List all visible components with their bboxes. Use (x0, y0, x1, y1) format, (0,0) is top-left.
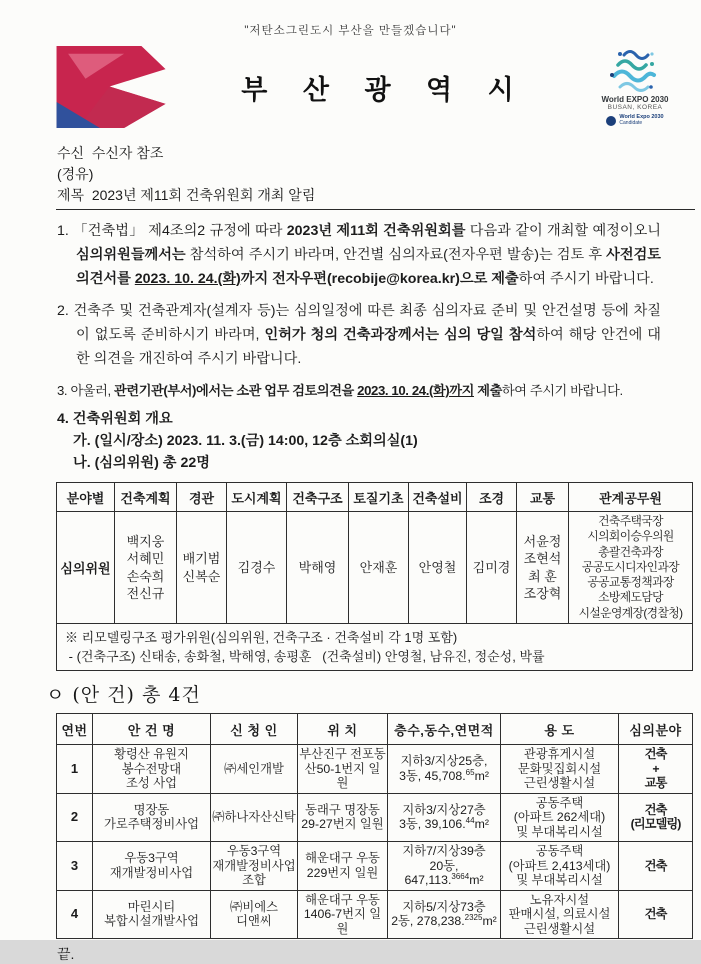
cell-line: 229번지 일원 (306, 865, 379, 880)
cell-line: 시설운영계장(경찰청) (578, 605, 683, 620)
letterhead (56, 44, 683, 130)
committee-col-header: 건축설비 (409, 483, 467, 512)
area-value-part: m² (469, 873, 484, 888)
cell-line: 근린생활시설 (523, 921, 596, 936)
committee-members-cell (227, 512, 287, 624)
agenda-cell-number: 4 (57, 890, 93, 939)
committee-col-header: 도시계획 (227, 483, 287, 512)
cell-line: 건축 (644, 747, 667, 762)
agenda-cell-spec (388, 890, 501, 939)
area-value-part: m² (482, 914, 497, 929)
agenda-col-header: 심의분야 (619, 714, 693, 745)
agenda-cell-review-field (619, 890, 693, 939)
cell-line: 서혜민 (126, 551, 165, 567)
cell-line: 산50-1번지 일원 (304, 761, 381, 791)
expo-title: World EXPO 2030 (601, 95, 669, 104)
agenda-col-header: 안 건 명 (93, 714, 211, 745)
agenda-cell-location (298, 842, 388, 891)
remodeling-note (57, 624, 693, 671)
agenda-cell-number: 2 (57, 793, 93, 842)
committee-col-header: 건축계획 (115, 483, 177, 512)
cell-line: 최 훈 (528, 568, 557, 584)
agenda-col-header: 용 도 (501, 714, 619, 745)
cell-line: + (652, 761, 659, 776)
document-subject: 제목 2023년 제11회 건축위원회 개최 알림 (57, 187, 316, 203)
cell-line: ㈜비에스 (230, 899, 278, 914)
area-value-part: 2325 (464, 913, 483, 923)
cell-line: (아파트 2,413세대) (508, 858, 611, 873)
text-segment: 2. 건축주 및 건축관계자(설계자 등)는 심의일정에 따른 최종 심의자료 준비 및 안건설명 등에 차질이 없도록 준비하시기 바라며, (57, 303, 661, 343)
cell-line: 및 부대복리시설 (516, 824, 603, 839)
cell-line: 노유자시설 (529, 892, 590, 907)
text-segment: 인허가 청의 건축과장께서는 심의 당일 참석 (264, 327, 537, 343)
agenda-row (57, 842, 693, 891)
text-segment: 심의위원들께서는 (76, 247, 186, 263)
cell-line: 건축 (644, 858, 667, 873)
recipient-via: (경유) (57, 166, 94, 182)
cell-line: 안재훈 (359, 559, 398, 575)
cell-line: 명장동 (133, 802, 170, 817)
cell-line: 손숙희 (126, 568, 165, 584)
committee-col-header: 토질기초 (349, 483, 409, 512)
committee-members-cell (287, 512, 349, 624)
agenda-col-header: 층수,동수,연면적 (388, 714, 501, 745)
section-4-item-datetime: 가. (일시/장소) 2023. 11. 3.(금) 14:00, 12층 소회의실(1) (73, 433, 418, 449)
badge-line2: Candidate (619, 119, 643, 126)
cell-line: 우동3구역 (226, 844, 282, 859)
committee-col-header: 경관 (177, 483, 227, 512)
text-segment: 제출 (491, 271, 519, 287)
cell-line (389, 817, 499, 832)
subject-divider (56, 209, 695, 210)
agenda-row (57, 890, 693, 939)
committee-members-cell (467, 512, 517, 624)
agenda-cell-review-field (619, 793, 693, 842)
cell-line: 지하3/지상25층, (400, 754, 488, 769)
agenda-cell-use (501, 745, 619, 794)
agenda-cell-applicant (211, 890, 298, 939)
expo-candidate-badge (606, 115, 663, 126)
note-line: ※ 리모델링구조 평가위원(심의위원, 건축구조 · 건축설비 각 1명 포함) (65, 630, 458, 646)
agenda-table (56, 713, 693, 939)
agenda-heading: ㅇ (안 건) 총 4건 (46, 684, 201, 707)
text-segment: 관련기관(부서)에서는 소관 업무 검토의견을 (114, 383, 358, 398)
cell-line: 소방제도담당 (598, 590, 663, 605)
cell-line (389, 859, 499, 888)
cell-line: 건축 (644, 907, 667, 922)
committee-table (56, 482, 693, 671)
agenda-cell-applicant (211, 842, 298, 891)
agenda-cell-name (93, 842, 211, 891)
cell-line: 김미경 (472, 559, 511, 575)
text-segment: 하여 해당 안건에 대한 의견을 개진하여 주시기 바랍니다. (76, 327, 662, 367)
cell-line: 마린시티 (127, 899, 176, 914)
agenda-cell-number: 3 (57, 842, 93, 891)
cell-line: 조합 (242, 873, 266, 888)
cell-line: 황령산 유원지 (114, 747, 189, 762)
agenda-cell-review-field (619, 842, 693, 891)
committee-members-cell (349, 512, 409, 624)
agenda-cell-review-field (619, 745, 693, 794)
area-value-part: 2동, 278,238. (391, 914, 465, 929)
committee-members-cell (517, 512, 569, 624)
text-segment: 2023. 10. 24.(화) (134, 271, 241, 287)
agenda-cell-name (93, 793, 211, 842)
committee-members-cell (115, 512, 177, 624)
text-segment: 하여 주시기 바랍니다. (518, 271, 654, 287)
cell-line: 시의회이승우의원 (587, 529, 674, 544)
agenda-cell-use (501, 890, 619, 939)
cell-line: 조현석 (523, 551, 562, 567)
committee-col-header: 건축구조 (287, 483, 349, 512)
cell-line: 봉수전망대 (121, 761, 182, 776)
text-segment: 제출 (473, 383, 502, 398)
area-value-part: 3664 (451, 871, 470, 881)
cell-line: 재개발정비사업 (212, 858, 296, 873)
agenda-cell-use (501, 793, 619, 842)
agenda-cell-name (93, 890, 211, 939)
agenda-col-header: 위 치 (298, 714, 388, 745)
committee-note-row (57, 624, 693, 671)
expo-subtitle: BUSAN, KOREA (607, 104, 663, 111)
cell-line: 안영철 (418, 559, 457, 575)
paragraph-3 (57, 379, 661, 403)
cell-line: ㈜하나자산신탁 (212, 810, 296, 825)
cell-line (389, 914, 499, 929)
cell-line: 배기범 (182, 551, 221, 567)
cell-line: 박해영 (298, 559, 337, 575)
cell-line: 가로주택정비사업 (103, 817, 200, 832)
page-title: 부 산 광 역 시 (241, 74, 528, 105)
agenda-cell-use (501, 842, 619, 891)
cell-line: 29-27번지 일원 (301, 817, 384, 832)
committee-members-cell (569, 512, 693, 624)
busan-city-logo (56, 46, 168, 128)
cell-line: 재개발정비사업 (109, 865, 194, 880)
cell-line: 우동3구역 (124, 851, 179, 866)
paragraph-2 (57, 299, 661, 371)
cell-line: 동래구 명장동 (305, 802, 380, 817)
cell-line (389, 769, 499, 784)
agenda-cell-spec (388, 793, 501, 842)
cell-line: 부산진구 전포동 (299, 747, 386, 762)
globe-icon (606, 116, 616, 126)
agenda-cell-location (298, 793, 388, 842)
cell-line: 해운대구 우동 (305, 851, 380, 866)
area-value-part: 3동, 39,106. (399, 817, 466, 832)
cell-line: 신복순 (182, 568, 221, 584)
cell-line: 공동주택 (535, 795, 584, 810)
text-segment: 3. 아울러, (57, 383, 115, 398)
agenda-cell-location (298, 890, 388, 939)
cell-line: 교통 (644, 776, 667, 791)
cell-line: 문화및집회시설 (517, 761, 602, 776)
agenda-cell-location (298, 745, 388, 794)
cell-line: 조성 사업 (126, 776, 177, 791)
agenda-row (57, 745, 693, 794)
recipient-block (57, 143, 657, 206)
agenda-cell-applicant (211, 793, 298, 842)
area-value-part: 3동, 45,708. (399, 768, 466, 783)
cell-line: 판매시설, 의료시설 (508, 907, 611, 922)
cell-line: 총괄건축과장 (598, 544, 663, 559)
text-segment: 2023년 제11회 건축위원회를 (286, 223, 466, 239)
city-slogan: "저탄소그린도시 부산을 만들겠습니다" (244, 25, 457, 37)
agenda-header-row (57, 714, 693, 745)
expo-wave-icon (606, 48, 664, 94)
agenda-cell-spec (388, 745, 501, 794)
agenda-cell-applicant (211, 745, 298, 794)
badge-line1: World Expo 2030 (619, 114, 664, 120)
cell-line: 백지웅 (126, 533, 165, 549)
cell-line: 근린생활시설 (523, 776, 596, 791)
agenda-cell-name (93, 745, 211, 794)
text-segment: 2023. 10. 24.(화)까지 (357, 383, 474, 398)
agenda-col-header: 연번 (57, 714, 93, 745)
cell-line: 복합시설개발사업 (103, 914, 200, 929)
area-value-part: m² (474, 817, 489, 832)
text-segment: 1. 「건축법」 제4조의2 규정에 따라 (57, 223, 287, 239)
cell-line: 관광휴게시설 (523, 747, 596, 762)
cell-line: 해운대구 우동 (305, 892, 380, 907)
committee-col-header: 관계공무원 (569, 483, 693, 512)
note-line: - (건축구조) 신태송, 송화철, 박해영, 송평훈 (건축설비) 안영철, 남유진, 정순성, 박률 (65, 649, 545, 665)
committee-col-header: 교통 (517, 483, 569, 512)
committee-members-row (57, 512, 693, 624)
cell-line: 1406-7번지 일원 (303, 907, 382, 936)
agenda-cell-spec (388, 842, 501, 891)
cell-line: (리모델링) (630, 817, 681, 832)
recipient-to: 수신 수신자 참조 (57, 145, 164, 161)
cell-line: 전신규 (126, 586, 165, 602)
text-segment: 참석하여 주시기 바라며, 안건별 심의자료(전자우편 발송)는 검토 후 (185, 247, 607, 263)
area-value-part: 44 (465, 816, 475, 826)
area-value-part: 20동, 647,113. (404, 858, 459, 888)
cell-line: 공공교통정책과장 (587, 575, 674, 590)
cell-line: 지하7/지상39층 (402, 844, 486, 859)
agenda-cell-number: 1 (57, 745, 93, 794)
closing-mark: 끝. (57, 946, 75, 963)
agenda-col-header: 신 청 인 (211, 714, 298, 745)
committee-members-cell (177, 512, 227, 624)
cell-line: 김경수 (237, 559, 276, 575)
expo-2030-logo (587, 48, 683, 126)
text-segment: 사전검토의견서를 (76, 247, 661, 287)
section-4-item-members: 나. (심의위원) 총 22명 (73, 455, 210, 471)
section-4-heading: 4. 건축위원회 개요 (57, 411, 173, 427)
committee-row-label: 심의위원 (57, 512, 115, 624)
cell-line: 및 부대복리시설 (516, 873, 603, 888)
cell-line: ㈜세인개발 (224, 761, 284, 776)
agenda-row (57, 793, 693, 842)
committee-col-header: 조경 (467, 483, 517, 512)
cell-line: 지하3/지상27층 (402, 802, 486, 817)
paragraph-1 (57, 219, 661, 291)
text-segment: 하여 주시기 바랍니다. (501, 383, 623, 398)
cell-line: 디앤씨 (236, 914, 272, 929)
cell-line: 지하5/지상73층 (402, 899, 486, 914)
cell-line: 서윤정 (523, 533, 562, 549)
cell-line: 건축주택국장 (598, 514, 663, 528)
cell-line: 건축 (644, 802, 667, 817)
cell-line: 조장혁 (523, 586, 562, 602)
area-value-part: 65 (465, 767, 475, 777)
cell-line: 공동주택 (535, 844, 584, 859)
text-segment: 다음과 같이 개최할 예정이오니 (465, 223, 661, 239)
committee-members-cell (409, 512, 467, 624)
cell-line: (아파트 262세대) (513, 810, 606, 825)
committee-col-header: 분야별 (57, 483, 115, 512)
text-segment: 까지 전자우편(recobije@korea.kr)으로 (240, 271, 492, 287)
committee-header-row (57, 483, 693, 512)
cell-line: 공공도시디자인과장 (581, 559, 680, 574)
area-value-part: m² (474, 768, 489, 783)
